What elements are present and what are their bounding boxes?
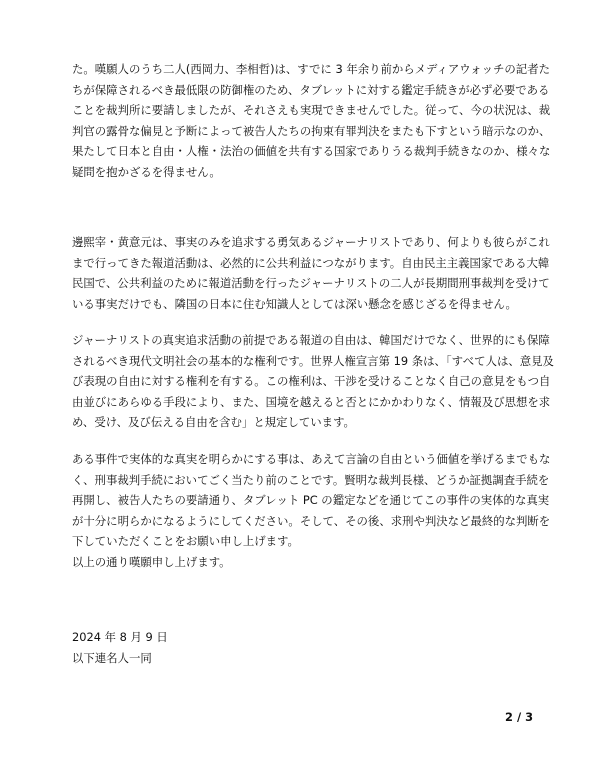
text-line: が十分に明らかになるようにしてください。そして、その後、求刑や判決など最終的な判断を <box>72 513 551 528</box>
text-line: 民国で、公共利益のために報道活動を行ったジャーナリストの二人が長期間刑事裁判を受けて <box>72 276 550 290</box>
paragraph-2 <box>72 232 550 314</box>
text-line: く、刑事裁判手続においてごく当たり前のことです。賢明な裁判長様、どうか証拠調査手続を <box>72 472 550 487</box>
text-line: た。嘆願人のうち二人(西岡力、李相哲)は、すでに 3 年余り前からメディアウォッチの記者た <box>72 62 550 76</box>
page-number: 2 / 3 <box>505 710 533 724</box>
text-line: 判官の露骨な偏見と予断によって被告人たちの拘束有罪判決をまたも下すという暗示なのか、 <box>72 123 551 138</box>
signature-block <box>72 627 532 668</box>
paragraph-3 <box>72 330 554 433</box>
text-line: ジャーナリストの真実追求活動の前提である報道の自由は、韓国だけでなく、世界的にも保障 <box>72 333 550 347</box>
text-line: 果たして日本と自由・人権・法治の価値を共有する国家でありうる裁判手続きなのか、様々な <box>72 144 551 158</box>
text-line: いる事実だけでも、隣国の日本に住む知識人としては深い懸念を感じざるを得ません。 <box>72 296 517 311</box>
paragraph-4 <box>72 449 551 552</box>
text-line: ある事件で実体的な真実を明らかにする事は、あえて言論の自由という価値を挙げるまでもな <box>72 452 551 466</box>
text-line: まで行ってきた報道活動は、必然的に公共利益につながります。自由民主主義国家である大韓 <box>72 255 550 270</box>
text-line: ことを裁判所に要請しましたが、それさえも実現できませんでした。従って、今の状況は、裁 <box>72 103 551 117</box>
document-date: 2024 年 8 月 9 日 <box>72 630 168 644</box>
text-line: されるべき現代文明社会の基本的な権利です。世界人権宣言第 19 条は、「すべて人は、意見及 <box>72 353 554 368</box>
text-line: 下していただくことをお願い申し上げます。 <box>72 534 299 548</box>
text-line: ちが保障されるべき最低限の防御権のため、タブレットに対する鑑定手続きが必ず必要である <box>72 82 550 97</box>
paragraph-1 <box>72 59 551 182</box>
text-line: 以上の通り嘆願申し上げます。 <box>72 555 231 569</box>
text-line: 再開し、被告人たちの要請通り、タブレット PC の鑑定などを通じてこの事件の実体的な真実 <box>72 493 550 507</box>
text-line: 由並びにあらゆる手段により、また、国境を越えると否とにかかわりなく、情報及び思想を求 <box>72 394 551 409</box>
signatory: 以下連名人一同 <box>72 650 152 665</box>
text-line: 疑問を抱かざるを得ません。 <box>72 164 221 179</box>
text-line: 邊熙宰・黄意元は、事実のみを追求する勇気あるジャーナリストであり、何よりも彼らがこれ <box>72 235 550 249</box>
text-line: び表現の自由に対する権利を有する。この権利は、干渉を受けることなく自己の意見をもつ自 <box>72 374 551 388</box>
text-line: め、受け、及び伝える自由を含む」と規定しています。 <box>72 415 355 429</box>
paragraph-5 <box>72 552 532 573</box>
